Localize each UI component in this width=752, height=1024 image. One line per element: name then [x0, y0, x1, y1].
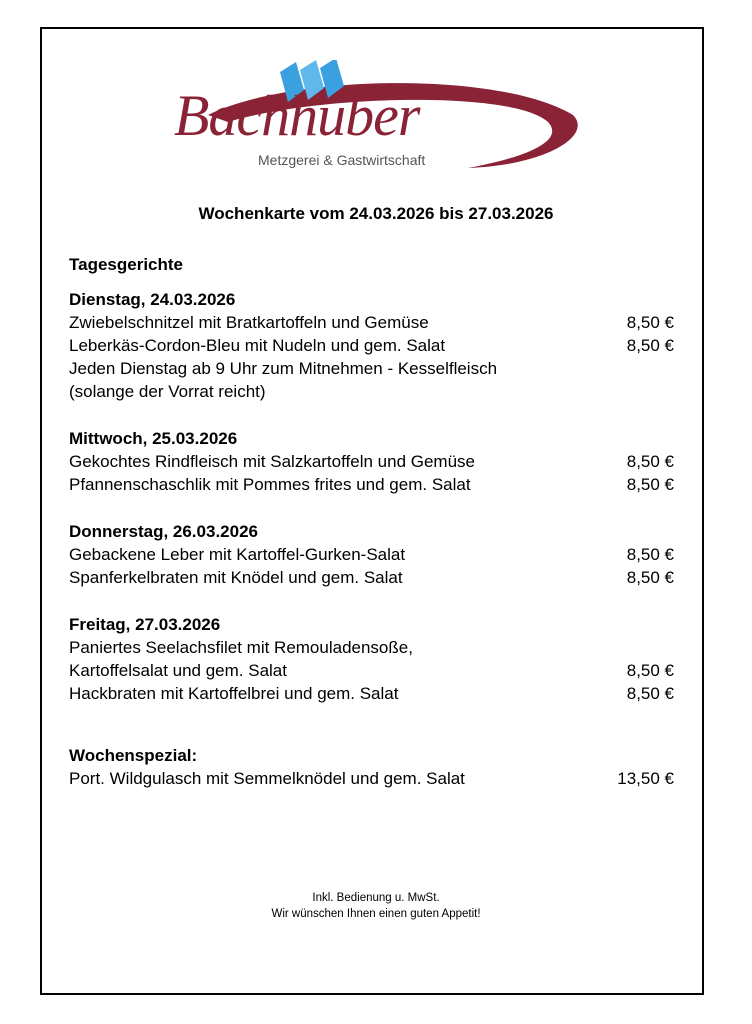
- dish-line: Leberkäs-Cordon-Bleu mit Nudeln und gem. Salat: [69, 336, 446, 355]
- dish-line: Pfannenschaschlik mit Pommes frites und gem. Salat: [69, 475, 471, 494]
- special-dish: Port. Wildgulasch mit Semmelknödel und gem. Salat: [69, 769, 465, 788]
- dish-line: (solange der Vorrat reicht): [69, 382, 266, 401]
- dish-line: Hackbraten mit Kartoffelbrei und gem. Salat: [69, 684, 399, 703]
- dish-line: Kartoffelsalat und gem. Salat: [69, 661, 287, 680]
- dish-line: Spanferkelbraten mit Knödel und gem. Salat: [69, 568, 403, 587]
- dish-price: 8,50 €: [626, 313, 674, 332]
- dish-price: 8,50 €: [626, 452, 674, 471]
- dish-price: 8,50 €: [626, 684, 674, 703]
- dish-line: Zwiebelschnitzel mit Bratkartoffeln und Gemüse: [69, 313, 429, 332]
- bachhuber-logo: [168, 60, 588, 180]
- dish-line: Gebackene Leber mit Kartoffel-Gurken-Salat: [69, 545, 406, 564]
- day-heading: Dienstag, 24.03.2026: [69, 290, 236, 309]
- dish-price: 8,50 €: [626, 568, 674, 587]
- day-heading: Freitag, 27.03.2026: [69, 615, 221, 634]
- logo-subtitle: Metzgerei & Gastwirtschaft: [258, 152, 426, 168]
- dish-price: 8,50 €: [626, 475, 674, 494]
- logo-brand: Bachhuber: [174, 83, 420, 148]
- day-heading: Donnerstag, 26.03.2026: [69, 522, 258, 541]
- dish-price: 8,50 €: [626, 661, 674, 680]
- dish-price: 8,50 €: [626, 336, 674, 355]
- day-heading: Mittwoch, 25.03.2026: [69, 429, 238, 448]
- section-heading: Tagesgerichte: [69, 255, 184, 274]
- dish-line: Gekochtes Rindfleisch mit Salzkartoffeln und Gemüse: [69, 452, 475, 471]
- menu-title: Wochenkarte vom 24.03.2026 bis 27.03.2026: [198, 204, 554, 223]
- footer-greeting: Wir wünschen Ihnen einen guten Appetit!: [271, 908, 481, 920]
- dish-line: Jeden Dienstag ab 9 Uhr zum Mitnehmen - Kesselfleisch: [69, 359, 498, 378]
- special-price: 13,50 €: [617, 769, 674, 788]
- special-heading: Wochenspezial:: [69, 746, 198, 765]
- dish-price: 8,50 €: [626, 545, 674, 564]
- dish-line: Paniertes Seelachsfilet mit Remouladensoße,: [69, 638, 413, 657]
- footer-tax-note: Inkl. Bedienung u. MwSt.: [312, 892, 440, 904]
